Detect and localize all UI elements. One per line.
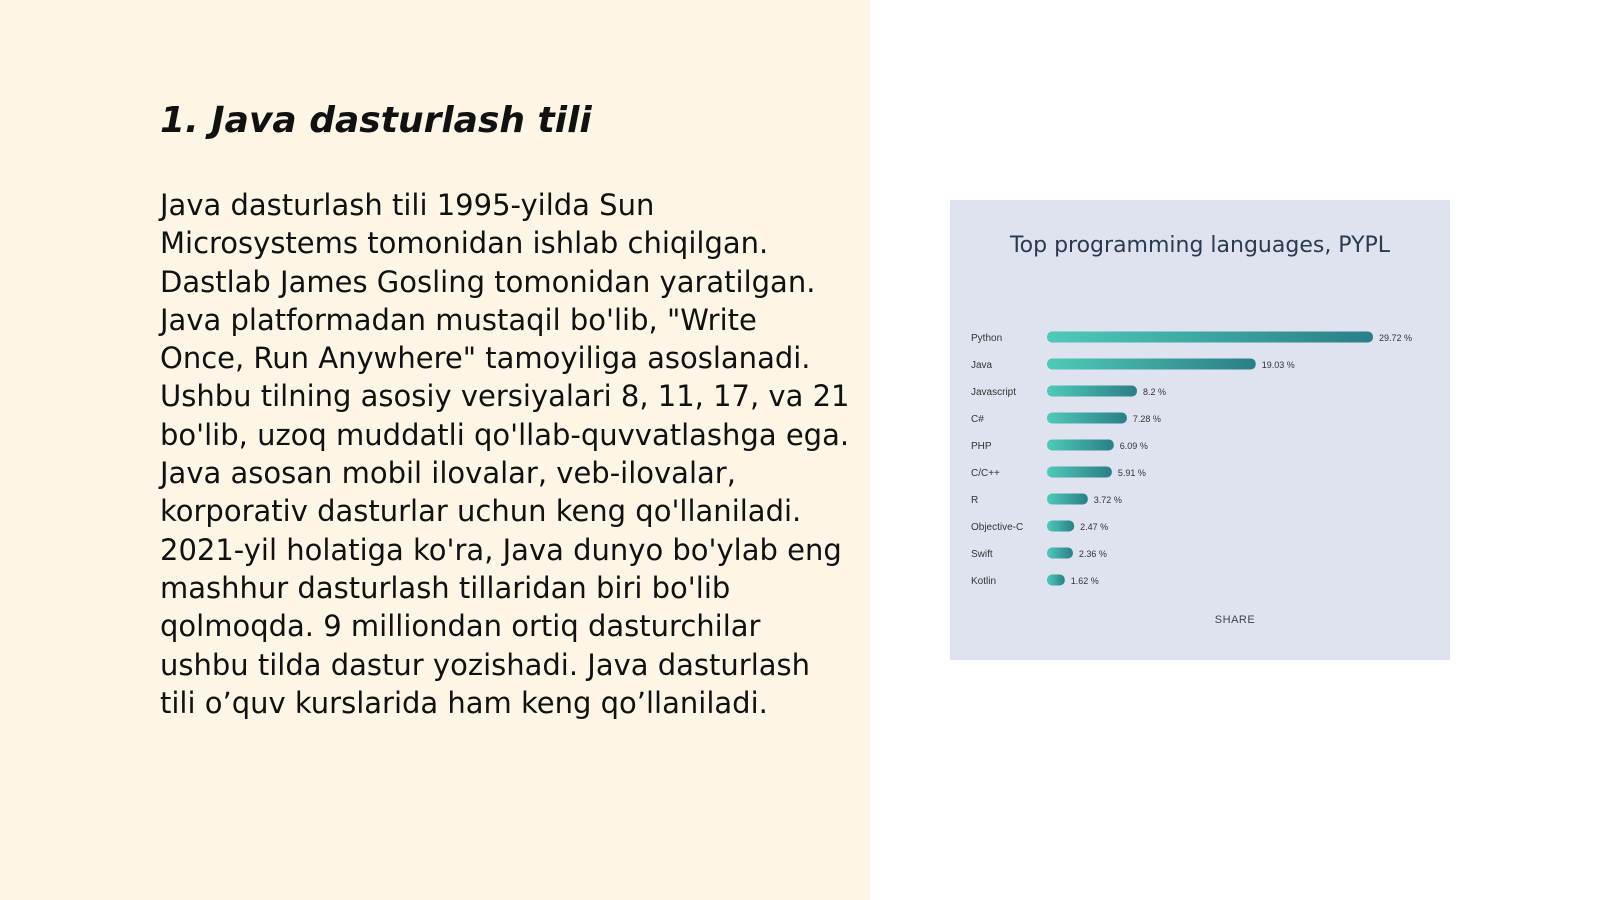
- category-label: R: [971, 495, 979, 506]
- category-label: Java: [971, 360, 993, 371]
- value-label: 2.36 %: [1078, 549, 1107, 559]
- bar: [1047, 413, 1127, 424]
- bar: [1047, 575, 1065, 586]
- value-label: 1.62 %: [1070, 576, 1099, 586]
- category-label: Python: [971, 333, 1003, 344]
- chart-title: Top programming languages, PYPL: [1009, 233, 1391, 258]
- bar-chart: [950, 200, 1450, 660]
- bar: [1047, 386, 1137, 397]
- category-label: Kotlin: [971, 576, 997, 587]
- value-label: 5.91 %: [1117, 468, 1146, 478]
- bar: [1047, 521, 1074, 532]
- slide-body-text: Java dasturlash tili 1995-yilda Sun Microsystems tomonidan ishlab chiqilgan. Dastlab James Gosling tomonidan yaratilgan. Java platformadan mustaqil bo'lib, "Write Once, Run Anywhere" tamoyiliga asoslanadi. Ushbu tilning asosiy versiyalari 8, 11, 17, va 21 bo'lib, uzoq muddatli qo'llab-quvvatlashga ega. Java asosan mobil ilovalar, veb-ilovalar, korporativ dasturlar uchun keng qo'llaniladi. 2021-yil holatiga ko'ra, Java dunyo bo'ylab eng mashhur dasturlash tillaridan biri bo'lib qolmoqda. 9 milliondan ortiq dasturchilar ushbu tilda dastur yozishadi. Java dasturlash tili o’quv kurslarida ham keng qo’llaniladi.: [160, 188, 850, 720]
- value-label: 2.47 %: [1080, 522, 1109, 532]
- value-label: 29.72 %: [1379, 333, 1413, 343]
- bar: [1047, 440, 1114, 451]
- bar: [1047, 359, 1256, 370]
- chart-card: [950, 200, 1450, 660]
- bar: [1047, 467, 1112, 478]
- category-label: PHP: [971, 441, 992, 452]
- slide-title: 1. Java dasturlash tili: [160, 100, 592, 141]
- value-label: 6.09 %: [1119, 441, 1148, 451]
- value-label: 19.03 %: [1261, 360, 1295, 370]
- bar: [1047, 332, 1373, 343]
- category-label: Swift: [971, 549, 993, 560]
- value-label: 3.72 %: [1093, 495, 1122, 505]
- bar: [1047, 494, 1088, 505]
- category-label: C#: [971, 414, 984, 425]
- category-label: C/C++: [971, 468, 1000, 479]
- category-label: Objective-C: [971, 522, 1024, 533]
- value-label: 7.28 %: [1132, 414, 1161, 424]
- value-label: 8.2 %: [1142, 387, 1166, 397]
- share-button[interactable]: SHARE: [1214, 614, 1256, 626]
- bar: [1047, 548, 1073, 559]
- category-label: Javascript: [971, 387, 1017, 398]
